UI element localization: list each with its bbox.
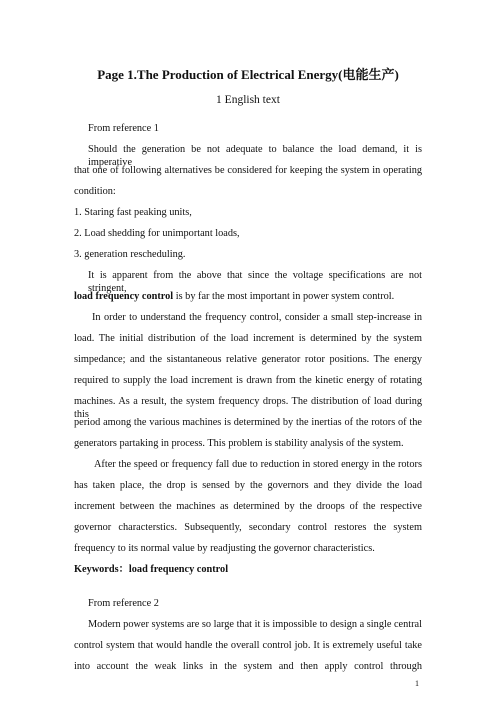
load-frequency-control-emphasis: load frequency control (74, 291, 174, 302)
paragraph-2-line-1: It is apparent from the above that since the voltage specifications are not stringent, (88, 270, 422, 294)
paragraph-4-line-4: governor characterstics. Subsequently, secondary control restores the system (74, 522, 422, 533)
paragraph-3-line-1: In order to understand the frequency control, consider a small step-increase in (92, 312, 422, 323)
keywords-line: Keywords：load frequency control (74, 564, 229, 575)
paragraph-5-line-1: Modern power systems are so large that it is impossible to design a single central (88, 619, 422, 630)
list-item-3: 3. generation rescheduling. (74, 249, 186, 260)
paragraph-5-line-3: into account the weak links in the system and then apply control through (74, 661, 422, 672)
paragraph-4-line-2: has taken place, the drop is sensed by the governors and they divide the load (74, 480, 422, 491)
paragraph-5-line-2: control system that would handle the overall control job. It is extremely useful take (74, 640, 422, 651)
paragraph-1-line-1: Should the generation be not adequate to balance the load demand, it is imperative (88, 144, 422, 168)
paragraph-4-line-1: After the speed or frequency fall due to reduction in stored energy in the rotors (94, 459, 422, 470)
paragraph-3-line-7: generators partaking in process. This problem is stability analysis of the system. (74, 438, 404, 449)
paragraph-1-line-3: condition: (74, 186, 116, 197)
paragraph-3-line-3: simpedance; and the sistantaneous relative generator rotor positions. The energy (74, 354, 422, 365)
paragraph-3-line-5: machines. As a result, the system frequency drops. The distribution of load during this (74, 396, 422, 420)
paragraph-3-line-6: period among the various machines is determined by the inertias of the rotors of the (74, 417, 422, 428)
page-number: 1 (415, 679, 419, 688)
reference-1-heading: From reference 1 (88, 123, 159, 134)
paragraph-4-line-3: increment between the machines as determined by the droops of the respective (74, 501, 422, 512)
list-item-1: 1. Staring fast peaking units, (74, 207, 192, 218)
reference-2-heading: From reference 2 (88, 598, 159, 609)
page-title: Page 1.The Production of Electrical Energy(电能生产) (97, 67, 399, 82)
paragraph-2-line-2-rest: is by far the most important in power system control. (173, 291, 395, 302)
list-item-2: 2. Load shedding for unimportant loads, (74, 228, 240, 239)
section-subtitle: 1 English text (216, 94, 280, 106)
paragraph-1-line-2: that one of following alternatives be considered for keeping the system in operating (74, 165, 422, 176)
paragraph-3-line-2: load. The initial distribution of the load increment is determined by the system (74, 333, 422, 344)
paragraph-3-line-4: required to supply the load increment is drawn from the kinetic energy of rotating (74, 375, 422, 386)
paragraph-4-line-5: frequency to its normal value by readjusting the governor characteristics. (74, 543, 375, 554)
paragraph-2-line-2 (74, 290, 422, 303)
